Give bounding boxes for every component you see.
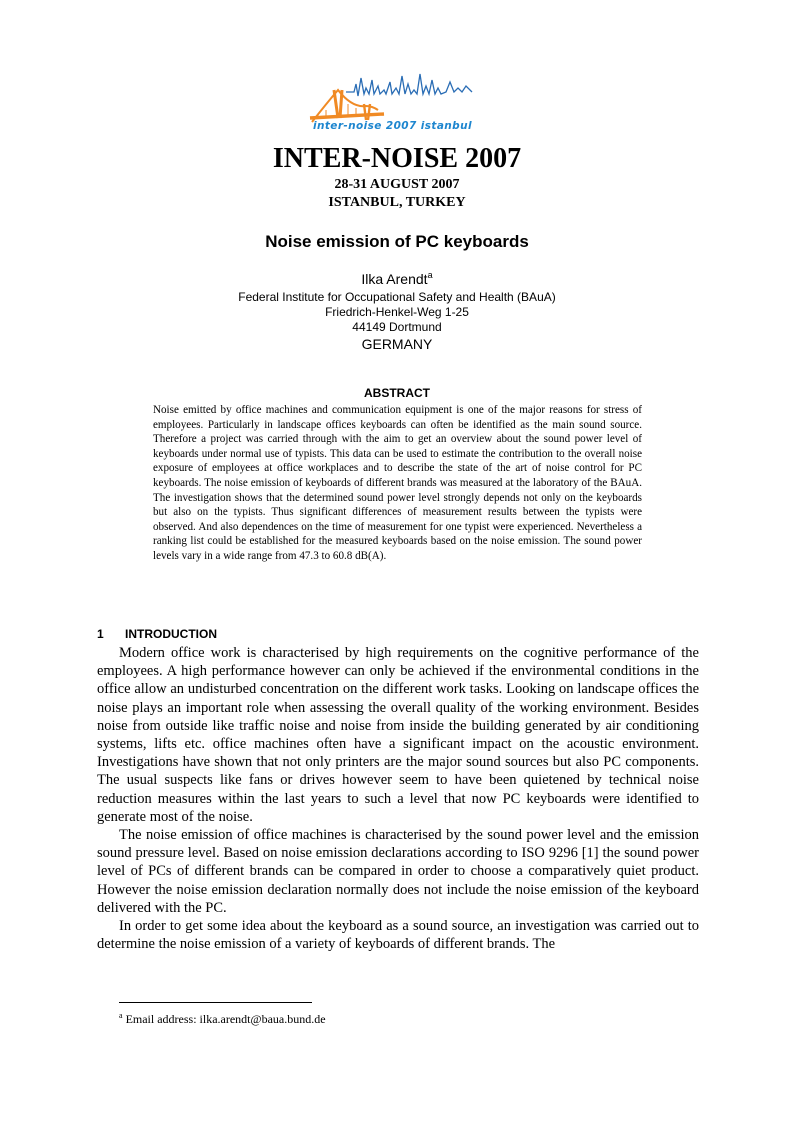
logo-text: inter-noise 2007 istanbul xyxy=(313,120,472,132)
footnote-marker: a xyxy=(119,1011,123,1020)
author-name: Ilka Arendt xyxy=(361,271,428,287)
section-title: INTRODUCTION xyxy=(125,627,217,641)
body-paragraph: Modern office work is characterised by high requirements on the cognitive performance of the employees. A high performance however can only be achieved if the environmental conditions in the office allow an undisturbed concentration on the different work tasks. Looking on landscape offices the noise plays an important role when assessing the overall quality of the working environment. Besides noise from outside like traffic noise and noise from inside the building generated by air conditioning systems, lifts etc. office machines often have a significant impact on the acoustic environment. Investigations have shown that not only printers are the major sound sources but also PC components. The usual suspects like fans or drives however seem to have been quietened by technical noise reduction measures within the last years to such a level that now PC keyboards were identified to generate most of the noise. xyxy=(97,645,699,825)
conference-title: INTER-NOISE 2007 xyxy=(272,143,522,174)
abstract-text: Noise emitted by office machines and communication equipment is one of the major reasons for stress of employees. Particularly in landscape offices keyboards can often be identified as the main sound source. Therefore a project was carried through with the aim to get an overview about the sound power level of keyboards under normal use of typists. This data can be used to estimate the contribution to the overall noise exposure of employees at office workplaces and to describe the state of the art of noise control for PC keyboards. The noise emission of keyboards of different brands was measured at the laboratory of the BAuA. The investigation shows that the determined sound power level strongly depends not only on the keyboards but also on the typists. Thus significant differences of measurement results between the typists were observed. And also dependences on the time of measurement for one typist were experienced. Nevertheless a ranking list could be established for the measured keyboards based on the noise emission. The sound power levels vary in a wide range from 47.3 to 60.8 dB(A). xyxy=(153,404,642,562)
section-number: 1 xyxy=(97,627,104,641)
section-body xyxy=(97,644,699,953)
abstract-heading: ABSTRACT xyxy=(364,386,430,400)
footnote-divider xyxy=(119,1002,312,1003)
affiliation-country: GERMANY xyxy=(361,336,433,352)
section-heading xyxy=(97,627,217,642)
body-paragraph: The noise emission of office machines is characterised by the sound power level and the emission sound pressure level. Based on noise emission declarations according to ISO 9296 [1] the sound power level of PCs of different brands can be compared in order to choose a comparatively quiet product. However the noise emission declaration normally does not include the noise emission of the keyboard delivered with the PC. xyxy=(97,827,699,916)
affiliation-institute: Federal Institute for Occupational Safety and Health (BAuA) xyxy=(238,290,556,304)
author-line xyxy=(0,270,794,288)
paper-title: Noise emission of PC keyboards xyxy=(265,232,529,251)
conference-dates: 28-31 AUGUST 2007 xyxy=(334,177,460,192)
footnote xyxy=(119,1012,326,1027)
waveform-line xyxy=(346,74,472,96)
author-footnote-marker: a xyxy=(427,270,433,280)
bridge-deck xyxy=(310,114,384,118)
body-paragraph: In order to get some idea about the keyboard as a sound source, an investigation was carried out to determine the noise emission of a variety of keyboards of different brands. The xyxy=(97,918,699,953)
affiliation-street: Friedrich-Henkel-Weg 1-25 xyxy=(325,305,469,319)
conference-location: ISTANBUL, TURKEY xyxy=(328,195,466,210)
footnote-text: Email address: ilka.arendt@baua.bund.de xyxy=(125,1012,326,1026)
affiliation-city: 44149 Dortmund xyxy=(352,320,442,334)
